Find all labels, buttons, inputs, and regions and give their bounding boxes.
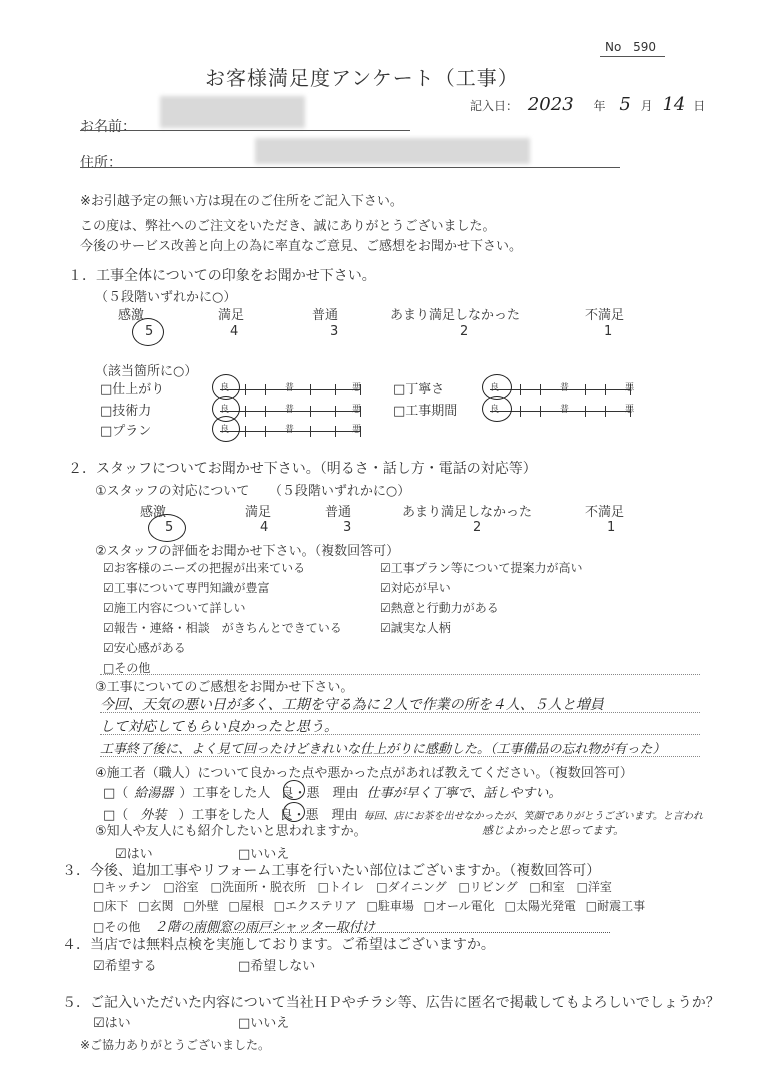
q2-scale-num-4: 4: [260, 520, 269, 535]
eval-details: ☑施工内容について詳しい: [103, 601, 246, 615]
eval-report: ☑報告・連絡・相談 がきちんとできている: [103, 621, 342, 635]
q2-sub5: ⑤知人や友人にも紹介したいと思われますか。: [95, 824, 367, 839]
eval-passion: ☑熱意と行動力がある: [380, 601, 499, 615]
page-title: お客様満足度アンケート（工事）: [205, 66, 519, 90]
worker1-name: 給湯器: [134, 786, 174, 801]
form-number: [605, 40, 656, 54]
scale-bad: 悪: [625, 383, 635, 393]
area-washroom: □洗面所・脱衣所: [210, 880, 306, 894]
q1-title: １．工事全体についての印象をお聞かせ下さい。: [68, 268, 376, 284]
form-number-value: 590: [633, 40, 657, 54]
q2-scale-num-1: 1: [607, 520, 616, 535]
area-dining: □ダイニング: [376, 880, 447, 894]
q2-scale-num-5: 5: [165, 520, 174, 535]
scale-normal: 普: [560, 383, 570, 393]
q4-no: □希望しない: [238, 959, 316, 974]
eval-needs: ☑お客様のニーズの把握が出来ている: [103, 561, 306, 575]
worker1-prefix: □（: [103, 786, 129, 801]
scale-good: 良: [220, 425, 230, 435]
date-month: 5: [619, 94, 631, 115]
intro-line-2: 今後のサービス改善と向上の為に率直なご意見、ご感想をお聞かせ下さい。: [80, 239, 523, 254]
eval-honest: ☑誠実な人柄: [380, 621, 451, 635]
area-kitchen: □キッチン: [93, 880, 152, 894]
rating-scale-skill: [210, 404, 370, 418]
q2-scale-label-2: あまり満足しなかった: [402, 505, 533, 520]
date-year-unit: 年: [593, 99, 606, 113]
area-seismic: □耐震工事: [585, 899, 646, 913]
worker1-reason: 仕事が早く丁寧で、話しやすい。: [366, 786, 562, 801]
q4-yes: ☑希望する: [93, 959, 157, 974]
area-youshitsu: □洋室: [576, 880, 612, 894]
date-month-unit: 月: [640, 99, 653, 113]
scale-bad: 悪: [352, 425, 362, 435]
scale-normal: 普: [285, 405, 295, 415]
q2-title: ２．スタッフについてお聞かせ下さい。（明るさ・話し方・電話の対応等）: [68, 461, 537, 477]
q2-no: □いいえ: [238, 847, 290, 862]
thanks-text: ※ご協力ありがとうございました。: [80, 1038, 271, 1052]
q1-scale-label-4: 満足: [218, 308, 245, 323]
q1-scale-label-3: 普通: [312, 308, 339, 323]
area-exterior-wall: □外壁: [183, 899, 219, 913]
q5-yes: ☑はい: [93, 1016, 131, 1031]
form-number-label: No: [605, 40, 622, 54]
q1-scale-label-5: 感激: [118, 308, 145, 323]
name-redacted: [160, 96, 305, 128]
worker2-good-bad: 良・悪 理由: [279, 808, 358, 823]
area-other-text: ２階の南側窓の雨戸シャッター取付け: [154, 920, 375, 935]
q2-scale-num-2: 2: [473, 520, 482, 535]
scale-normal: 普: [285, 383, 295, 393]
worker2-reason: 毎回、店にお茶を出せなかったが、笑顔でありがとうございます。と言われ: [363, 811, 703, 822]
rating-scale-care: [480, 382, 640, 396]
q1-scale-num-2: 2: [460, 324, 469, 339]
q5-no: □いいえ: [238, 1016, 290, 1031]
scale-bad: 悪: [352, 405, 362, 415]
scale-normal: 普: [285, 425, 295, 435]
scale-bad: 悪: [625, 405, 635, 415]
q1-sub: （５段階いずれかに○）: [95, 290, 237, 305]
worker1-good-bad: 良・悪 理由: [280, 786, 359, 801]
q1-item-period: □工事期間: [393, 404, 458, 419]
notice-text: ※お引越予定の無い方は現在のご住所をご記入下さい。: [80, 194, 403, 209]
comment-line-1: 今回、天気の悪い日が多く、工期を守る為に２人で作業の所を４人、５人と増員: [100, 697, 604, 713]
date-day-unit: 日: [693, 99, 706, 113]
area-bath: □浴室: [163, 880, 199, 894]
selected-good-circle: [212, 416, 240, 442]
eval-proposal: ☑工事プラン等について提案力が高い: [380, 561, 583, 575]
q2-scale-label-1: 不満足: [585, 505, 625, 520]
rating-scale-finish: [210, 382, 370, 396]
eval-other: □その他: [103, 661, 151, 675]
q2-scale-label-3: 普通: [325, 505, 352, 520]
worker2-name: 外装: [140, 808, 167, 823]
comment-line-3: 工事終了後に、よく見て回ったけどきれいな仕上がりに感動した。（工事備品の忘れ物が有った）: [100, 742, 666, 757]
worker2-prefix: □（: [103, 808, 129, 823]
date-label: 記入日：: [470, 99, 519, 113]
area-washitsu: □和室: [529, 880, 565, 894]
q1-selected-circle: [132, 318, 164, 346]
worker2-reason-2: 感じよかったと思ってます。: [482, 824, 625, 837]
intro-line-1: この度は、弊社へのご注文をいただき、誠にありがとうございました。: [80, 219, 496, 234]
area-parking: □駐車場: [366, 899, 414, 913]
q2-scale-num-3: 3: [343, 520, 352, 535]
name-label: お名前：: [80, 119, 136, 135]
q5-title: ５．ご記入いただいた内容について当社ＨＰやチラシ等、広告に匿名で掲載してもよろしいでしょうか？: [62, 995, 720, 1011]
q2-sub3: ③工事についてのご感想をお聞かせ下さい。: [95, 680, 354, 695]
address-redacted: [255, 138, 530, 164]
worker2-mid: ）工事をした人: [178, 808, 270, 823]
area-roof: □屋根: [228, 899, 264, 913]
q1-item-finish: □仕上がり: [100, 382, 165, 397]
comment-line-2: して対応してもらい良かったと思う。: [100, 719, 338, 735]
q1-scale-num-1: 1: [604, 324, 613, 339]
date-day: 14: [662, 94, 686, 115]
worker-row-1: [103, 782, 561, 801]
area-entrance: □玄関: [138, 899, 174, 913]
area-all-electric: □オール電化: [423, 899, 495, 913]
q2-sub2: ②スタッフの評価をお聞かせ下さい。（複数回答可）: [95, 544, 400, 559]
worker1-mid: ）工事をした人: [179, 786, 271, 801]
address-label: 住所：: [80, 155, 122, 171]
q2-selected-circle: [148, 514, 186, 542]
q1-item-plan: □プラン: [100, 424, 152, 439]
q3-row-1: [93, 878, 612, 895]
scale-good: 良: [490, 405, 500, 415]
q2-scale-label-4: 満足: [245, 505, 272, 520]
worker2-good-circle: [283, 802, 305, 822]
q1-sub2: （該当箇所に○）: [95, 364, 198, 379]
area-other: □その他: [93, 920, 141, 934]
scale-normal: 普: [560, 405, 570, 415]
q1-scale-num-5: 5: [145, 324, 154, 339]
worker1-good-circle: [283, 780, 305, 800]
selected-good-circle: [482, 396, 512, 422]
area-underfloor: □床下: [93, 899, 129, 913]
scale-good: 良: [220, 383, 230, 393]
q1-scale-label-1: 不満足: [585, 308, 625, 323]
q1-scale-num-3: 3: [330, 324, 339, 339]
area-exterior: □エクステリア: [273, 899, 357, 913]
scale-bad: 悪: [352, 383, 362, 393]
q2-sub1: ①スタッフの対応について （５段階いずれかに○）: [95, 484, 411, 499]
q4-title: ４．当店では無料点検を実施しております。ご希望はございますか。: [62, 937, 495, 953]
rating-scale-period: [480, 404, 640, 418]
q2-scale-label-5: 感激: [140, 505, 167, 520]
eval-trust: ☑安心感がある: [103, 641, 186, 655]
eval-speed: ☑対応が早い: [380, 581, 451, 595]
area-solar: □太陽光発電: [504, 899, 576, 913]
q1-scale-num-4: 4: [230, 324, 239, 339]
area-living: □リビング: [458, 880, 518, 894]
date-year: 2023: [527, 94, 574, 115]
rating-scale-plan: [210, 424, 370, 438]
q1-scale-label-2: あまり満足しなかった: [390, 308, 521, 323]
date-field: [470, 94, 705, 115]
scale-good: 良: [490, 383, 500, 393]
q2-yes: ☑はい: [115, 847, 153, 862]
eval-knowledge: ☑工事について専門知識が豊富: [103, 581, 270, 595]
q1-item-care: □丁寧さ: [393, 382, 445, 397]
q3-title: ３．今後、追加工事やリフォーム工事を行いたい部位はございますか。（複数回答可）: [62, 863, 601, 879]
q1-item-skill: □技術力: [100, 404, 152, 419]
q3-row-2: [93, 897, 645, 914]
scale-good: 良: [220, 405, 230, 415]
q2-sub4: ④施工者（職人）について良かった点や悪かった点があれば教えてください。（複数回答可）: [95, 766, 633, 781]
area-toilet: □トイレ: [317, 880, 365, 894]
